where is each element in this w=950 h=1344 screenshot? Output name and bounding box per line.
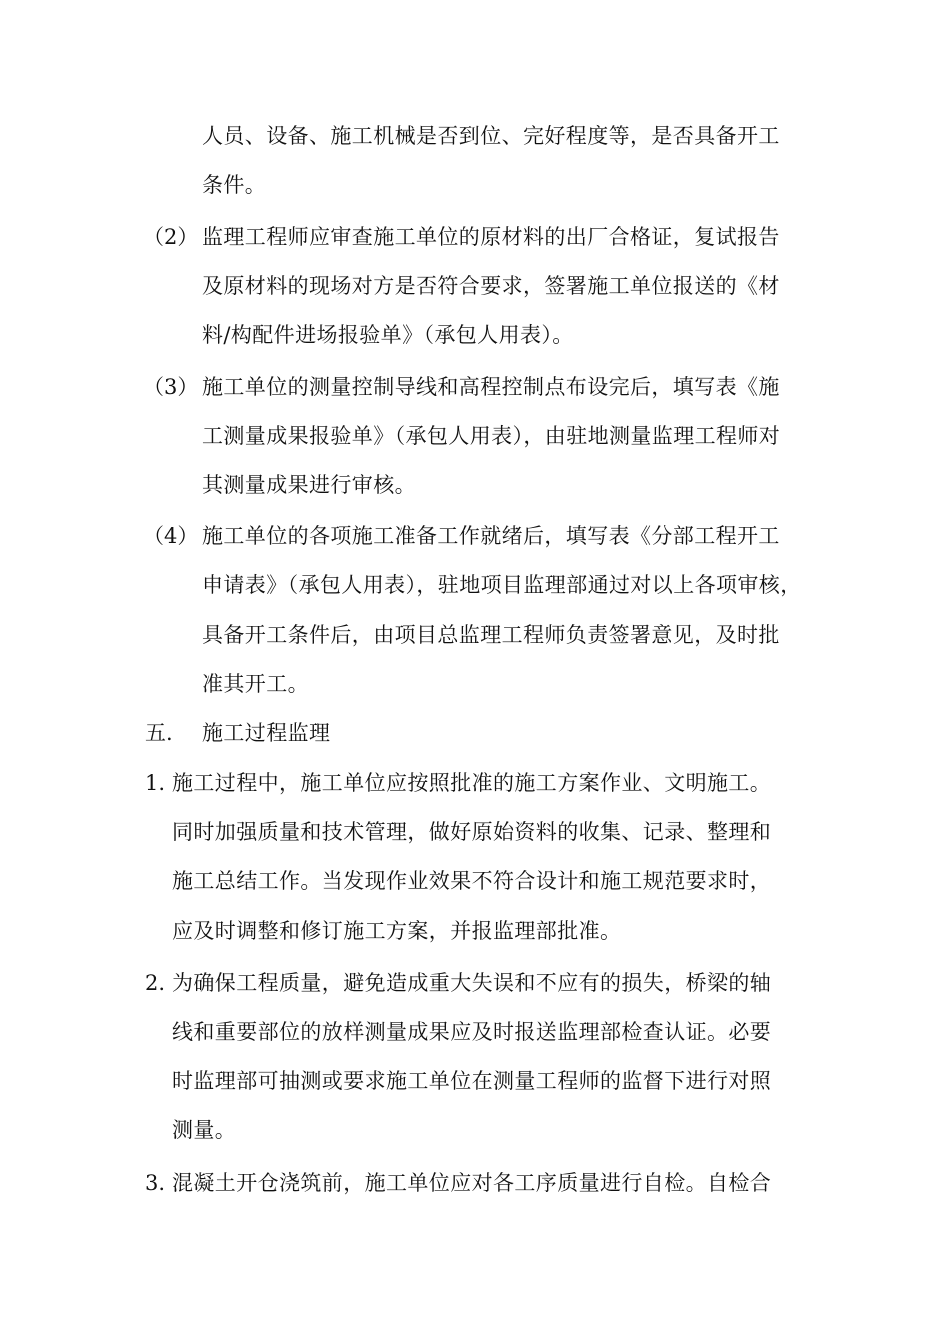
paragraph-line: 测量。 <box>172 1118 237 1142</box>
paragraph-line: 具备开工条件后，由项目总监理工程师负责签署意见，及时批 <box>202 623 780 647</box>
list-marker: （2） <box>143 225 199 249</box>
paragraph-line: 人员、设备、施工机械是否到位、完好程度等，是否具备开工 <box>202 124 780 148</box>
paragraph-line: 同时加强质量和技术管理，做好原始资料的收集、记录、整理和 <box>172 820 772 844</box>
paragraph-line: 条件。 <box>202 173 267 197</box>
list-marker: 2. <box>145 971 166 995</box>
paragraph-line: 工测量成果报验单》（承包人用表），由驻地测量监理工程师对 <box>202 424 781 448</box>
paragraph-line: 准其开工。 <box>202 672 309 696</box>
paragraph-line: 线和重要部位的放样测量成果应及时报送监理部检查认证。必要 <box>172 1020 772 1044</box>
list-marker: 3. <box>145 1171 166 1195</box>
paragraph-line: 为确保工程质量，避免造成重大失误和不应有的损失，桥梁的轴 <box>172 971 772 995</box>
paragraph-line: 料/构配件进场报验单》（承包人用表）。 <box>202 323 574 347</box>
paragraph-line: 及原材料的现场对方是否符合要求，签署施工单位报送的《材 <box>202 274 780 298</box>
list-marker: 1. <box>145 771 166 795</box>
paragraph-line: 其测量成果进行审核。 <box>202 473 416 497</box>
paragraph-line: 施工单位的测量控制导线和高程控制点布设完后，填写表《施 <box>202 375 780 399</box>
paragraph-line: 施工总结工作。当发现作业效果不符合设计和施工规范要求时， <box>172 869 772 893</box>
section-marker: 五. <box>145 721 173 745</box>
section-title: 施工过程监理 <box>202 721 331 745</box>
paragraph-line: 施工过程中，施工单位应按照批准的施工方案作业、文明施工。 <box>172 771 772 795</box>
list-marker: （3） <box>143 375 199 399</box>
list-marker: （4） <box>143 524 199 548</box>
paragraph-line: 时监理部可抽测或要求施工单位在测量工程师的监督下进行对照 <box>172 1069 772 1093</box>
paragraph-line: 监理工程师应审查施工单位的原材料的出厂合格证，复试报告 <box>202 225 780 249</box>
paragraph-line: 施工单位的各项施工准备工作就绪后，填写表《分部工程开工 <box>202 524 780 548</box>
paragraph-line: 应及时调整和修订施工方案，并报监理部批准。 <box>172 919 622 943</box>
paragraph-line: 混凝土开仓浇筑前，施工单位应对各工序质量进行自检。自检合 <box>172 1171 772 1195</box>
paragraph-line: 申请表》（承包人用表），驻地项目监理部通过对以上各项审核， <box>202 573 802 597</box>
